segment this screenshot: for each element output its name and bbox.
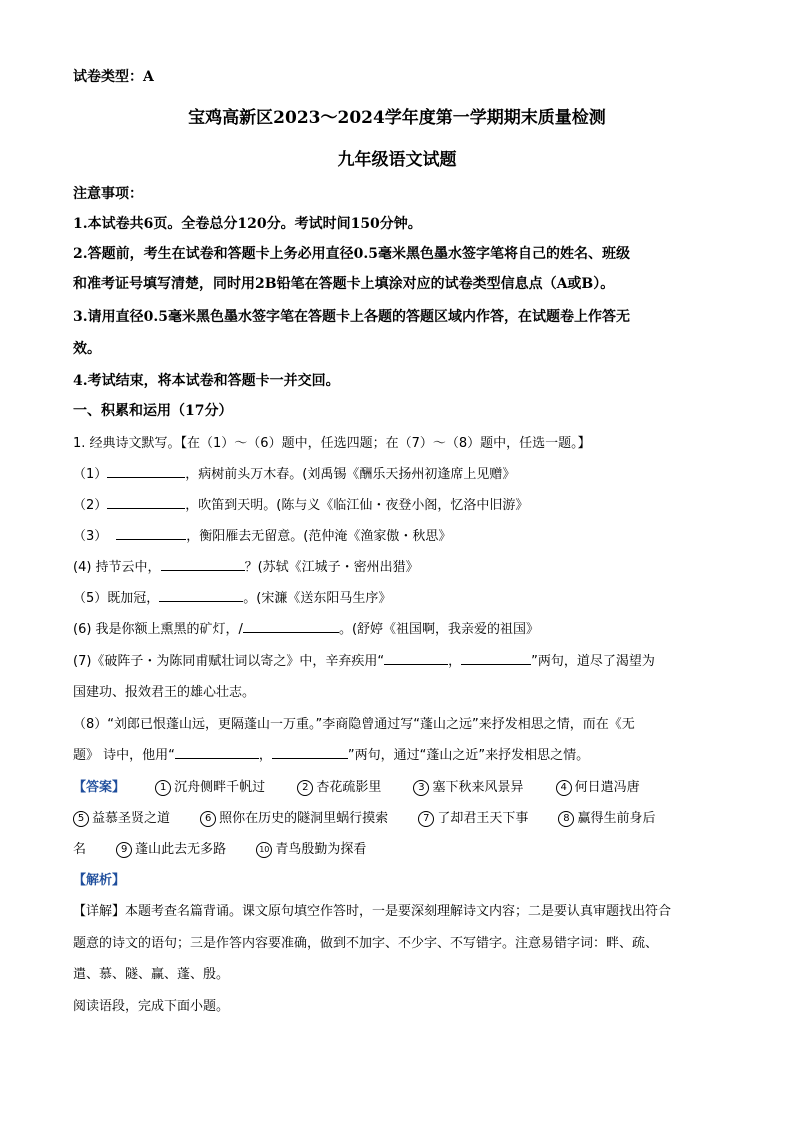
- q1-8-blank-1[interactable]: [175, 744, 259, 759]
- detail-label: 【详解】: [73, 904, 126, 919]
- note-2-line2: 和准考证号填写清楚，同时用2B铅笔在答题卡上填涂对应的试卷类型信息点（A或B）。: [73, 276, 615, 292]
- q1-7-tail: ”两句，道尽了渴望为: [531, 654, 655, 669]
- q1-4-blank[interactable]: [161, 556, 245, 571]
- q1-4-head: (4) 持节云中，: [73, 560, 161, 575]
- answer-number: 8: [558, 811, 574, 827]
- reading-instruction: 阅读语段，完成下面小题。: [73, 999, 230, 1014]
- q1-1-blank[interactable]: [107, 463, 185, 478]
- answer-item: [200, 807, 388, 827]
- answer-text: 照你在历史的隧洞里蜗行摸索: [219, 811, 389, 826]
- question-1-4: [73, 556, 733, 575]
- answer-text: 赢得生前身后: [577, 811, 656, 826]
- answer-number: 2: [297, 780, 313, 796]
- q1-6-tail: 。(舒婷《祖国啊，我亲爱的祖国》: [338, 622, 540, 637]
- answer-item: [155, 776, 265, 796]
- q1-7-mid: ，: [448, 654, 462, 669]
- answer-text: 蓬山此去无多路: [135, 842, 227, 857]
- answer-item: [558, 807, 655, 827]
- answer-number: 9: [116, 842, 132, 858]
- answer-item: [256, 838, 366, 858]
- analysis-line-3: 遣、慕、隧、赢、蓬、殷。: [73, 967, 230, 982]
- question-1-3: [73, 525, 733, 544]
- q1-1-number: （1）: [73, 467, 108, 482]
- q1-7-head: (7)《破阵子・为陈同甫赋壮词以寄之》中，辛弃疾用“: [73, 654, 385, 669]
- q1-7-blank-2[interactable]: [461, 650, 531, 665]
- q1-8-head: 题》 诗中，他用“: [73, 748, 175, 763]
- answer-text: 塞下秋来风景异: [432, 780, 524, 795]
- answer-text: 青鸟殷勤为探看: [275, 842, 367, 857]
- q1-7-blank-1[interactable]: [384, 650, 448, 665]
- answer-text: 杏花疏影里: [316, 780, 382, 795]
- answer-number: 3: [413, 780, 429, 796]
- answer-text: 沉舟侧畔千帆过: [174, 780, 266, 795]
- q1-5-head: （5）既加冠，: [73, 591, 160, 606]
- q1-8-tail: ”两句，通过“蓬山之近”来抒发相思之情。: [347, 748, 590, 763]
- q1-5-blank[interactable]: [159, 587, 243, 602]
- analysis-line-2: 题意的诗文的语句；三是作答内容要准确，做到不加字、不少字、不写错字。注意易错字词：畔、疏、: [73, 936, 659, 951]
- answer-text: 了却君王天下事: [437, 811, 529, 826]
- question-1-1: [73, 463, 733, 482]
- q1-3-tail: ，衡阳雁去无留意。(范仲淹《渔家傲・秋思》: [186, 529, 452, 544]
- question-1-6: [73, 618, 733, 637]
- q1-1-tail: ，病树前头万木春。(刘禹锡《酬乐天扬州初逢席上见赠》: [185, 467, 516, 482]
- answer-row-1: [73, 776, 733, 796]
- question-1-8-line1: （8）“刘郎已恨蓬山远，更隔蓬山一万重。”李商隐曾通过写“蓬山之远”来抒发相思之情，而在《无: [73, 717, 635, 732]
- section-heading: 一、积累和运用（17分）: [73, 403, 233, 419]
- answer-number: 7: [418, 811, 434, 827]
- answer-item: [413, 776, 523, 796]
- q1-2-number: （2）: [73, 498, 108, 513]
- answer-number: 4: [556, 780, 572, 796]
- question-1-2: [73, 494, 733, 513]
- answer-label: 【答案】: [73, 780, 126, 795]
- note-3-line1: 3.请用直径0.5毫米黑色墨水签字笔在答题卡上各题的答题区域内作答，在试题卷上作答无: [73, 309, 630, 325]
- q1-3-blank[interactable]: [116, 525, 186, 540]
- note-4: 4.考试结束，将本试卷和答题卡一并交回。: [73, 373, 340, 389]
- answer-text: 益慕圣贤之道: [92, 811, 171, 826]
- question-1-5: [73, 587, 733, 606]
- q1-2-blank[interactable]: [107, 494, 185, 509]
- q1-8-blank-2[interactable]: [272, 744, 348, 759]
- answer-number: 5: [73, 811, 89, 827]
- question-1-7-cont: 国建功、报效君王的雄心壮志。: [73, 685, 256, 700]
- note-1: 1.本试卷共6页。全卷总分120分。考试时间150分钟。: [73, 216, 422, 232]
- answer-row-2: [73, 807, 733, 827]
- question-1-7: [73, 650, 733, 669]
- q1-3-number: （3）: [73, 529, 108, 544]
- notes-heading: 注意事项：: [73, 186, 143, 202]
- analysis-text: 本题考查名篇背诵。课文原句填空作答时，一是要深刻理解诗文内容；二是要认真审题找出符合: [125, 904, 672, 919]
- answer-item: [418, 807, 528, 827]
- note-3-line2: 效。: [73, 341, 101, 357]
- q1-5-tail: 。(宋濂《送东阳马生序》: [243, 591, 392, 606]
- q1-2-tail: ，吹笛到天明。(陈与义《临江仙・夜登小阁，忆洛中旧游》: [185, 498, 529, 513]
- answer-item: [73, 807, 170, 827]
- answer-item: [556, 776, 640, 796]
- answer-number: 6: [200, 811, 216, 827]
- paper-type: 试卷类型：A: [73, 69, 154, 85]
- page-subtitle: 九年级语文试题: [337, 150, 457, 170]
- q1-6-blank[interactable]: [243, 618, 339, 633]
- question-1-8-line2: [73, 744, 733, 763]
- answer-number: 10: [256, 842, 272, 858]
- analysis-line-1: [73, 900, 733, 919]
- answer-item: [116, 838, 226, 858]
- question-1-stem: 1. 经典诗文默写。【在（1）～（6）题中，任选四题；在（7）～（8）题中，任选一题。】: [73, 436, 591, 451]
- answer-row-3: [73, 838, 733, 858]
- q1-6-head: (6) 我是你额上熏黑的矿灯，/: [73, 622, 243, 637]
- analysis-label: [73, 869, 733, 888]
- answer-text: 何日遣冯唐: [574, 780, 640, 795]
- answer-item: [297, 776, 381, 796]
- answer-number: 1: [155, 780, 171, 796]
- note-2-line1: 2.答题前，考生在试卷和答题卡上务必用直径0.5毫米黑色墨水签字笔将自己的姓名、班级: [73, 246, 630, 262]
- q1-8-mid: ，: [258, 748, 272, 763]
- analysis-label-text: 【解析】: [73, 873, 126, 888]
- page-title: 宝鸡高新区2023～2024学年度第一学期期末质量检测: [188, 108, 606, 128]
- q1-4-tail: ？(苏轼《江城子・密州出猎》: [244, 560, 419, 575]
- answer-continuation: 名: [73, 842, 87, 857]
